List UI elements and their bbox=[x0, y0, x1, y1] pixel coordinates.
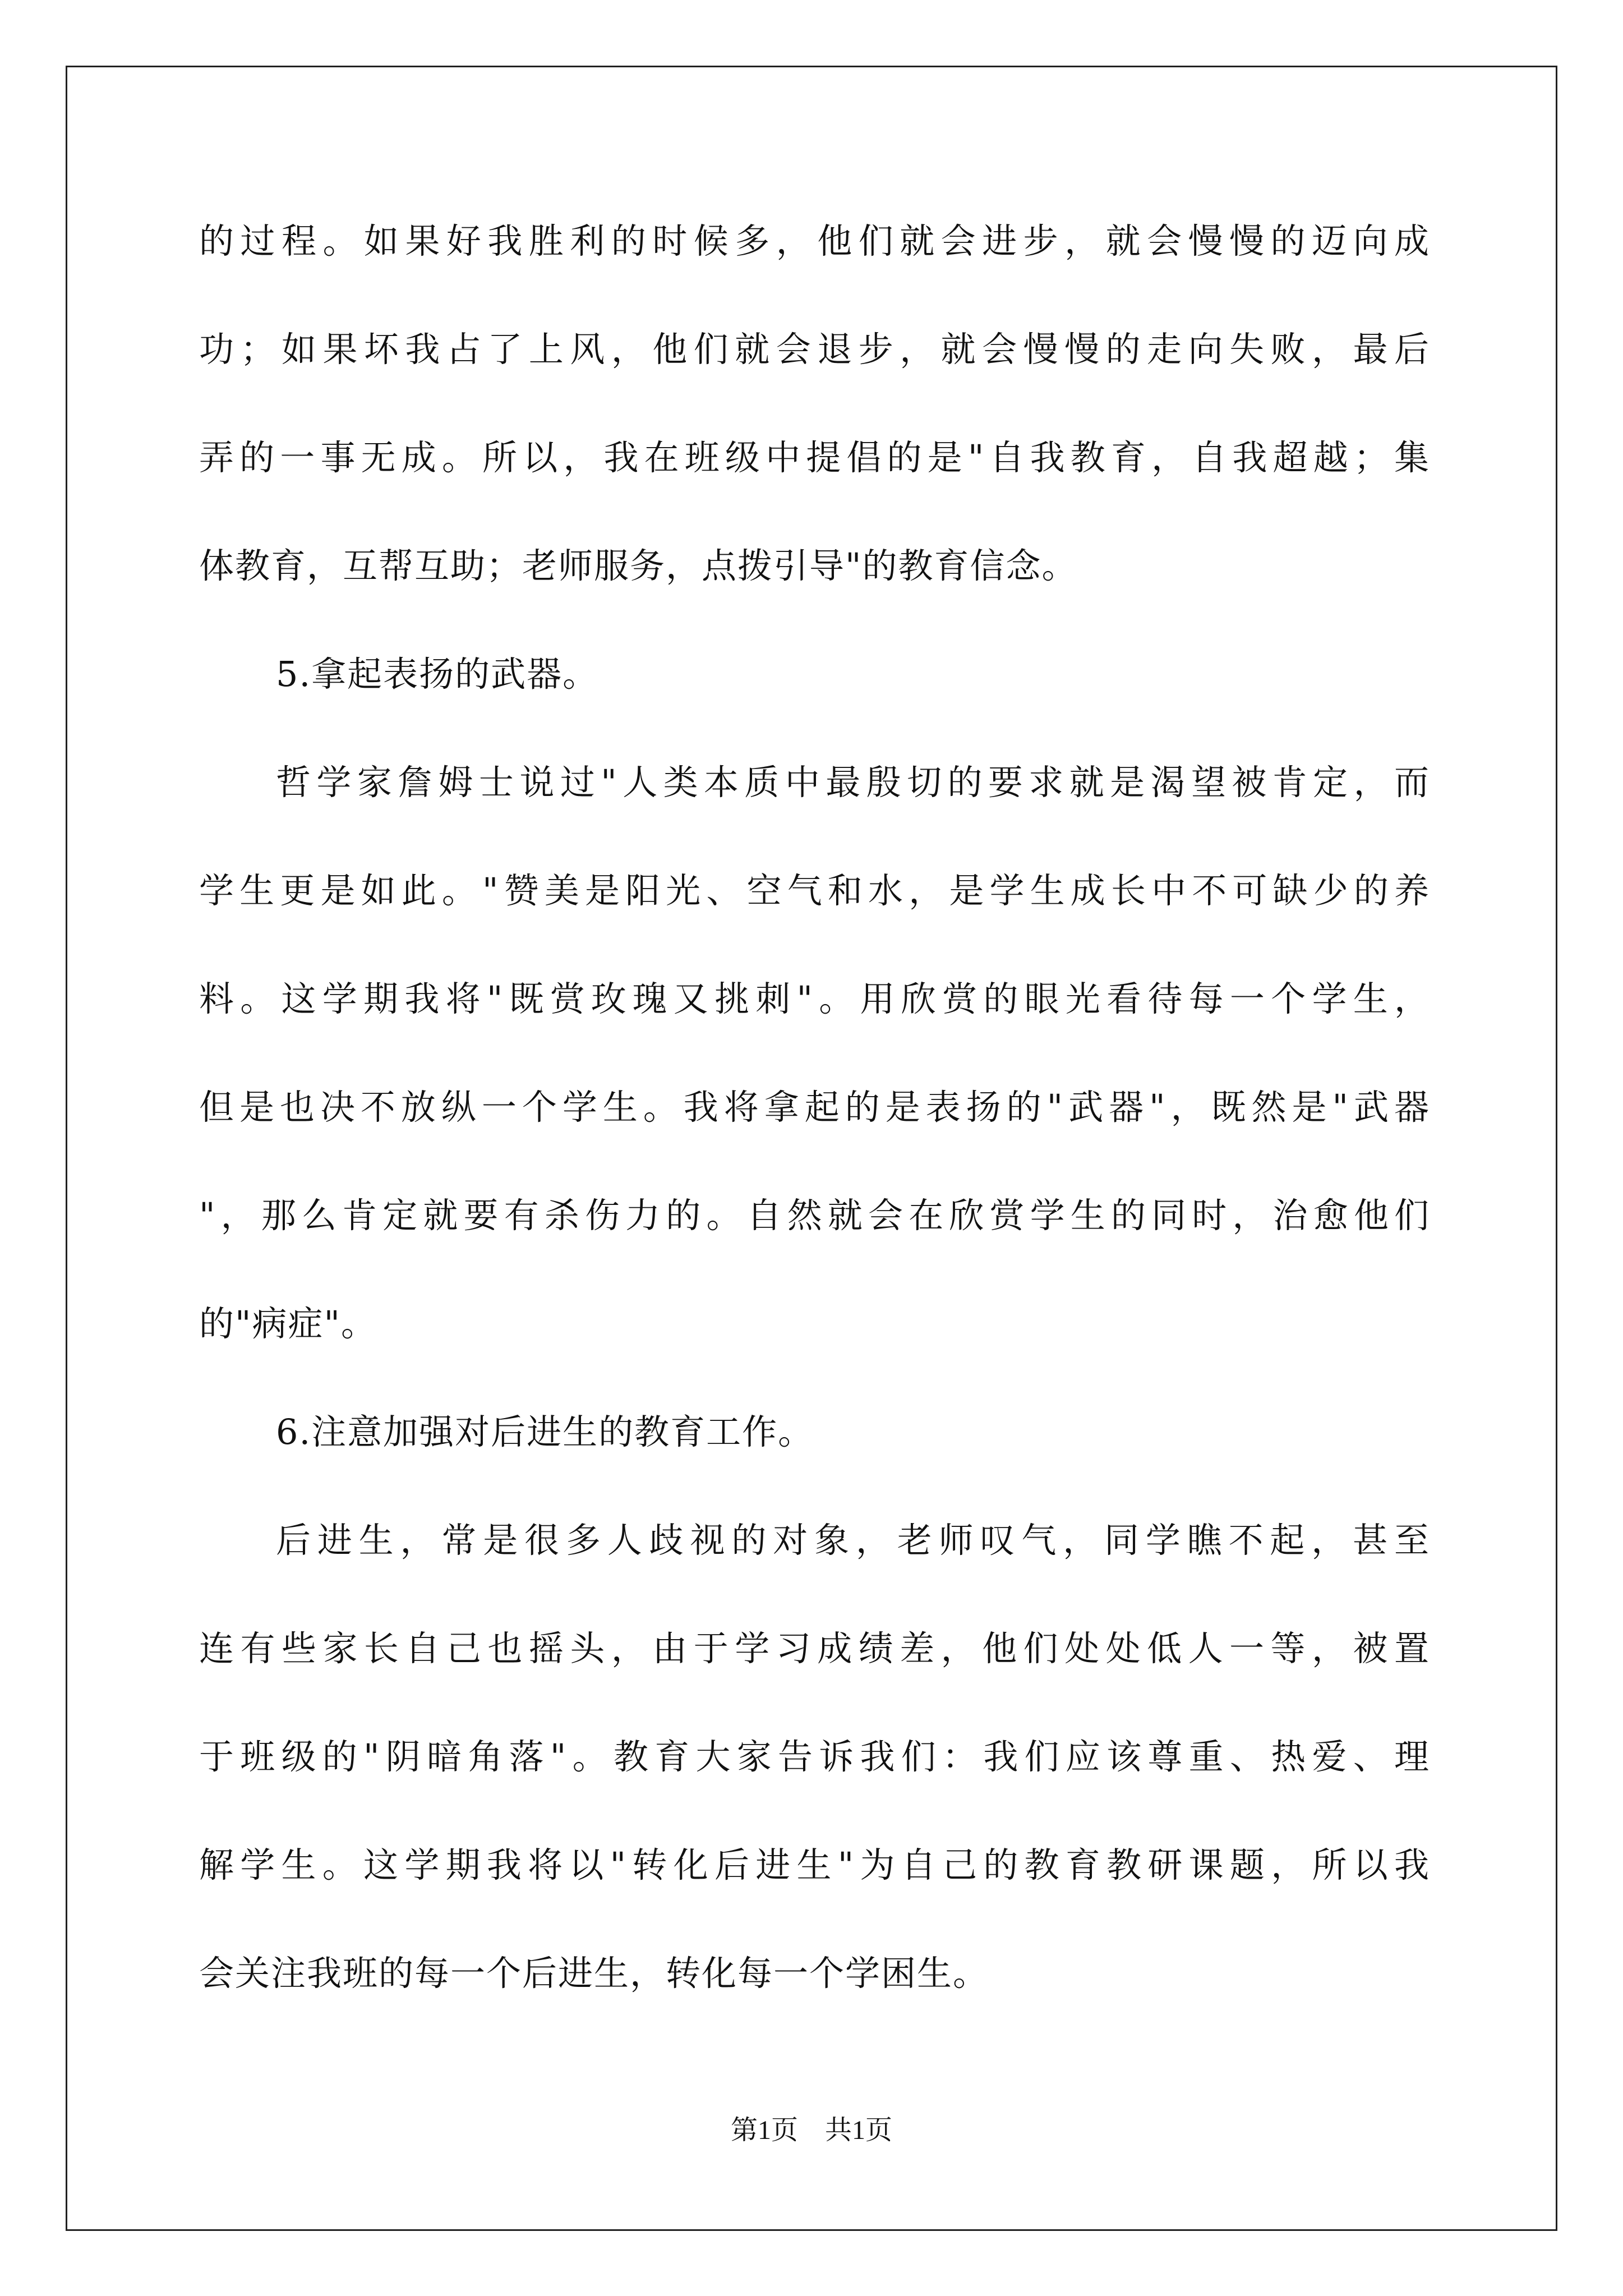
paragraph-line: "，那么肯定就要有杀伤力的。自然就会在欣赏学生的同时，治愈他们 bbox=[199, 1195, 1430, 1236]
paragraph-line: 连有些家长自己也摇头，由于学习成绩差，他们处处低人一等，被置 bbox=[199, 1628, 1430, 1669]
section-heading: 6.注意加强对后进生的教育工作。 bbox=[276, 1411, 814, 1452]
paragraph-line: 后进生，常是很多人歧视的对象，老师叹气，同学瞧不起，甚至 bbox=[276, 1520, 1430, 1561]
page-footer: 第1页 共1页 bbox=[730, 2115, 892, 2145]
paragraph-line: 于班级的"阴暗角落"。教育大家告诉我们：我们应该尊重、热爱、理 bbox=[199, 1736, 1430, 1777]
paragraph-line: 料。这学期我将"既赏玫瑰又挑刺"。用欣赏的眼光看待每一个学生， bbox=[199, 978, 1430, 1019]
paragraph-line: 解学生。这学期我将以"转化后进生"为自己的教育教研课题，所以我 bbox=[199, 1844, 1430, 1885]
paragraph-line: 弄的一事无成。所以，我在班级中提倡的是"自我教育，自我超越；集 bbox=[199, 437, 1430, 478]
paragraph-line: 功；如果坏我占了上风，他们就会退步，就会慢慢的走向失败，最后 bbox=[199, 329, 1430, 370]
paragraph-line: 学生更是如此。"赞美是阳光、空气和水，是学生成长中不可缺少的养 bbox=[199, 870, 1430, 911]
paragraph-line: 哲学家詹姆士说过"人类本质中最殷切的要求就是渴望被肯定，而 bbox=[276, 762, 1430, 803]
document-body bbox=[199, 219, 1430, 2059]
section-heading: 5.拿起表扬的武器。 bbox=[276, 654, 599, 694]
paragraph-line: 的过程。如果好我胜利的时候多，他们就会进步，就会慢慢的迈向成 bbox=[199, 220, 1430, 261]
paragraph-line: 的"病症"。 bbox=[199, 1303, 377, 1344]
paragraph-line: 但是也决不放纵一个学生。我将拿起的是表扬的"武器"，既然是"武器 bbox=[199, 1087, 1430, 1128]
paragraph-line: 体教育，互帮互助；老师服务，点拨引导"的教育信念。 bbox=[199, 545, 1078, 586]
paragraph-line: 会关注我班的每一个后进生，转化每一个学困生。 bbox=[199, 1953, 989, 1994]
